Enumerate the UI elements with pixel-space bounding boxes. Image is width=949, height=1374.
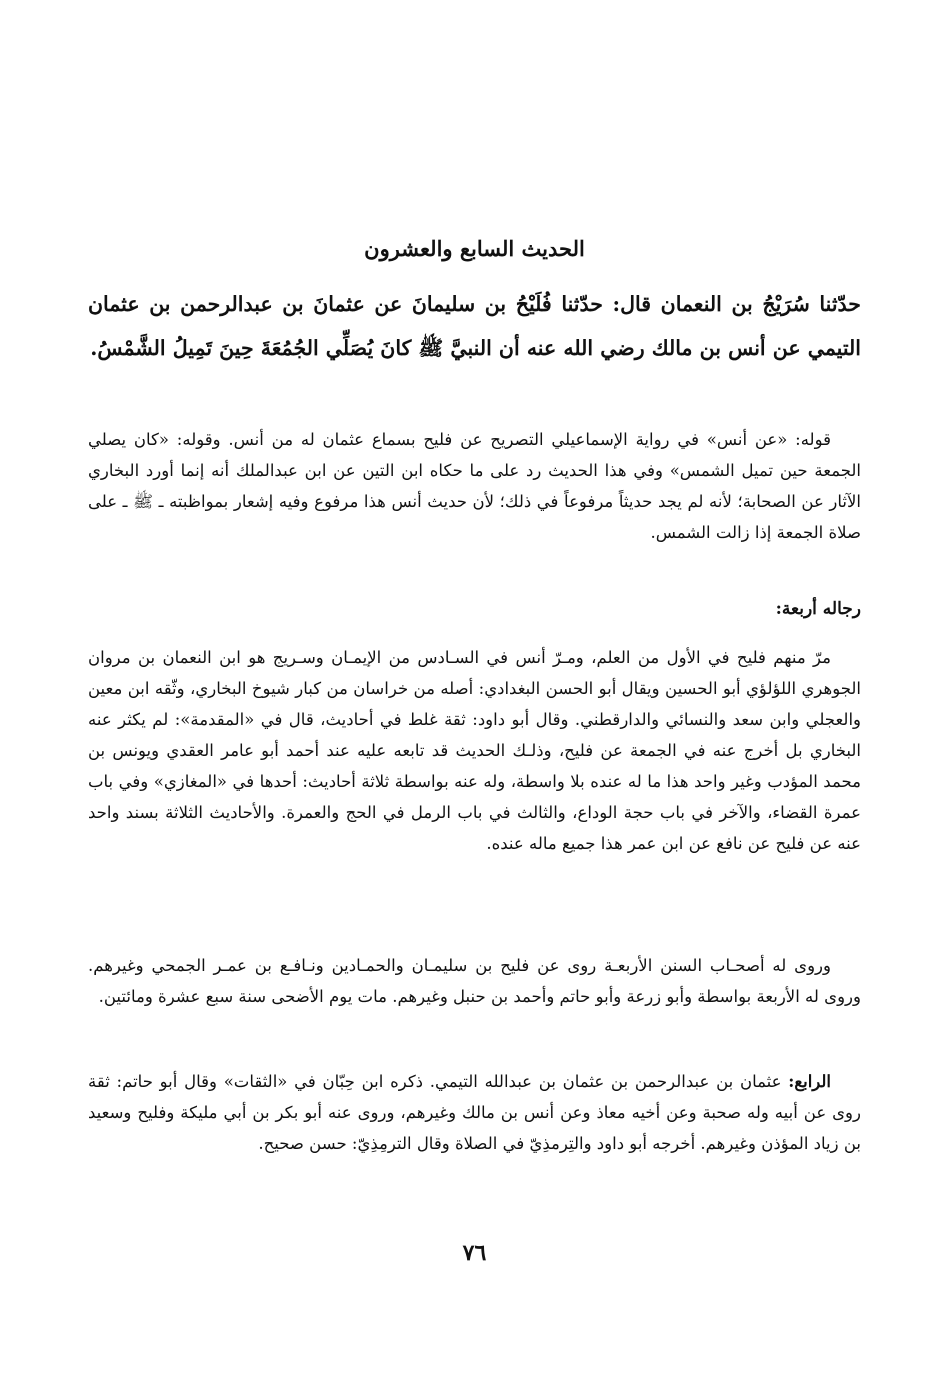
hadith-text: حدّثنا سُرَيْجُ بن النعمان قال: حدّثنا فُلَيْحُ بن سليمانَ عن عثمانَ بن عبدالرحمن بن عثمان التيمي عن أنس بن مالك رضي الله عنه أن النبيَّ ﷺ كانَ يُصَلِّي الجُمُعَةَ حِينَ تَمِيلُ الشَّمْسُ.	[88, 292, 861, 360]
fourth-narrator-paragraph	[88, 1066, 861, 1159]
page-number: ٧٦	[462, 1240, 487, 1266]
fourth-narrator-label: الرابع:	[788, 1072, 831, 1091]
narrators-heading: رجاله أربعة:	[775, 599, 861, 619]
commentary-paragraph: قوله: «عن أنس» في رواية الإسماعيلي التصريح عن فليح بسماع عثمان له من أنس. وقوله: «كان يصلي الجمعة حين تميل الشمس» وفي هذا الحديث رد على ما حكاه ابن التين عن ابن عبدالملك أنه إنما أورد البخاري الآثار عن الصحابة؛ لأنه لم يجد حديثاً مرفوعاً في ذلك؛ لأن حديث أنس هذا مرفوع وفيه إشعار بمواظبته ـ ﷺ ـ على صلاة الجمعة إذا زالت الشمس.	[88, 430, 861, 542]
fourth-narrator-text: عثمان بن عبدالرحمن بن عثمان بن عبدالله التيمي. ذكره ابن حِبّان في «الثقات» وقال أبو حاتم: ثقة روى عن أبيه وله صحبة وعن أخيه معاذ وعن أنس بن مالك وغيرهم، وروى عنه أبو بكر بن أبي مليكة وفليح وسعيد بن زياد المؤذن وغيرهم. أخرجه أبو داود والتِرمذِيّ في الصلاة وقال الترمِذِيّ: حسن صحيح.	[88, 1072, 861, 1153]
narrators-paragraph-2: وروى له أصحـاب السنن الأربعـة روى عن فليح بن سليمـان والحمـادين ونـافـع بن عمـر الجمحي وغيرهم. وروى له الأربعة بواسطة وأبو زرعة وأبو حاتم وأحمد بن حنبل وغيرهم. مات يوم الأضحى سنة سبع عشرة ومائتين.	[88, 956, 861, 1006]
narrators-paragraph-1: مرّ منهم فليح في الأول من العلم، ومـرّ أنس في السـادس من الإيمـان وسـريج هو ابن النعمان بن مروان الجوهري اللؤلؤي أبو الحسين ويقال أبو الحسن البغدادي: أصله من خراسان من كبار شيوخ البخاري، وثّقه ابن معين والعجلي وابن سعد والنسائي والدارقطني. وقال أبو داود: ثقة غلط في أحاديث، قال في «المقدمة»: لم يكثر عنه البخاري بل أخرج عنه في الجمعة عن فليح، وذلـك الحديث قد تابعه عليه عند أحمد أبو عامر العقدي ويونس بن محمد المؤدب وغير واحد هذا ما له عنده بلا واسطة، وله عنه بواسطة ثلاثة أحاديث: أحدها في «المغازي» وفي باب عمرة القضاء، والآخر في باب حجة الوداع، والثالث في باب الرمل في الحج والعمرة. والأحاديث الثلاثة بسند واحد عنه عن فليح عن نافع عن ابن عمر هذا جميع ماله عنده.	[88, 648, 861, 853]
book-page	[88, 0, 861, 1374]
chapter-title: الحديث السابع والعشرون	[364, 236, 585, 261]
